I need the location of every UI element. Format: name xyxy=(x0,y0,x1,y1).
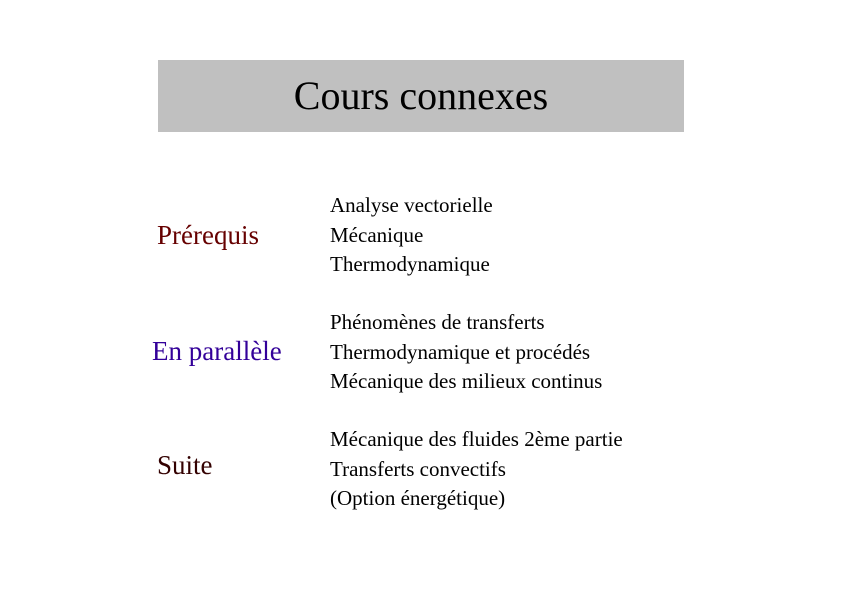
suite-course-list xyxy=(330,425,623,514)
course-item: (Option énergétique) xyxy=(330,486,506,510)
page-title: Cours connexes xyxy=(293,73,549,118)
course-item: Phénomènes de transferts xyxy=(330,310,545,334)
course-item: Thermodynamique et procédés xyxy=(330,339,591,364)
course-item: Thermodynamique xyxy=(330,252,490,276)
prerequis-course-list xyxy=(330,191,493,280)
section-label-prerequis: Prérequis xyxy=(157,220,259,250)
course-item: Mécanique des milieux continus xyxy=(330,369,603,393)
course-item: Mécanique xyxy=(330,222,424,247)
course-item: Mécanique des fluides 2ème partie xyxy=(330,427,623,451)
section-label-en-parallele: En parallèle xyxy=(152,336,282,366)
course-item: Transferts convectifs xyxy=(330,456,506,481)
title-banner xyxy=(158,60,684,132)
course-item: Analyse vectorielle xyxy=(330,193,493,217)
parallele-course-list xyxy=(330,308,602,397)
section-label-suite: Suite xyxy=(157,450,213,480)
